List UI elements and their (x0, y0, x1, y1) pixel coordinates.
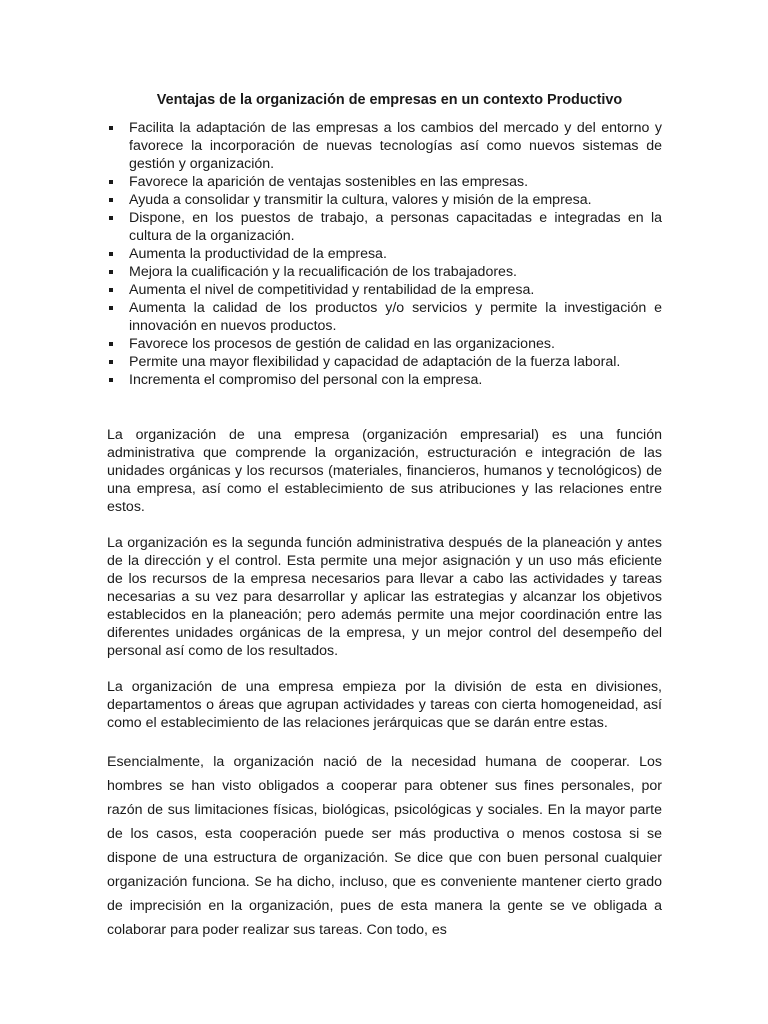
document-title: Ventajas de la organización de empresas en un contexto Productivo (156, 92, 623, 108)
list-item: Permite una mayor flexibilidad y capacidad de adaptación de la fuerza laboral. (107, 353, 662, 371)
advantages-list (107, 119, 662, 389)
paragraph: La organización es la segunda función administrativa después de la planeación y antes de la dirección y el control. Esta permite una mejor asignación y un uso más eficiente de los recursos de la empresa necesarios para llevar a cabo las actividades y tareas necesarias a su vez para desarrollar y aplicar las estrategias y alcanzar los objetivos establecidos en la planeación; pero además permite una mejor coordinación entre las diferentes unidades orgánicas de la empresa, y un mejor control del desempeño del personal así como de los resultados. (107, 535, 662, 659)
list-item: Favorece los procesos de gestión de calidad en las organizaciones. (107, 335, 662, 353)
list-item: Dispone, en los puestos de trabajo, a personas capacitadas e integradas en la cultura de la organización. (107, 209, 662, 245)
paragraph: La organización de una empresa empieza por la división de esta en divisiones, departamentos o áreas que agrupan actividades y tareas con cierta homogeneidad, así como el establecimiento de las relaciones jerárquicas que se darán entre estas. (107, 679, 662, 731)
list-item: Favorece la aparición de ventajas sostenibles en las empresas. (107, 173, 662, 191)
body-text (107, 426, 662, 942)
paragraph: La organización de una empresa (organización empresarial) es una función administrativa que comprende la organización, estructuración e integración de las unidades orgánicas y los recursos (materiales, financieros, humanos y tecnológicos) de una empresa, así como el establecimiento de sus atribuciones y las relaciones entre estos. (107, 427, 662, 515)
list-item: Mejora la cualificación y la recualificación de los trabajadores. (107, 263, 662, 281)
list-item: Aumenta la productividad de la empresa. (107, 245, 662, 263)
paragraph: Esencialmente, la organización nació de la necesidad humana de cooperar. Los hombres se han visto obligados a cooperar para obtener sus fines personales, por razón de sus limitaciones físicas, biológicas, psicológicas y sociales. En la mayor parte de los casos, esta cooperación puede ser más productiva o menos costosa si se dispone de una estructura de organización. Se dice que con buen personal cualquier organización funciona. Se ha dicho, incluso, que es conveniente mantener cierto grado de imprecisión en la organización, pues de esta manera la gente se ve obligada a colaborar para poder realizar sus tareas. Con todo, es (107, 754, 662, 938)
list-item: Aumenta la calidad de los productos y/o servicios y permite la investigación e innovación en nuevos productos. (107, 299, 662, 335)
list-item: Ayuda a consolidar y transmitir la cultura, valores y misión de la empresa. (107, 191, 662, 209)
list-item: Incrementa el compromiso del personal con la empresa. (107, 371, 662, 389)
list-item: Facilita la adaptación de las empresas a los cambios del mercado y del entorno y favorece la incorporación de nuevas tecnologías así como nuevos sistemas de gestión y organización. (107, 119, 662, 173)
list-item: Aumenta el nivel de competitividad y rentabilidad de la empresa. (107, 281, 662, 299)
